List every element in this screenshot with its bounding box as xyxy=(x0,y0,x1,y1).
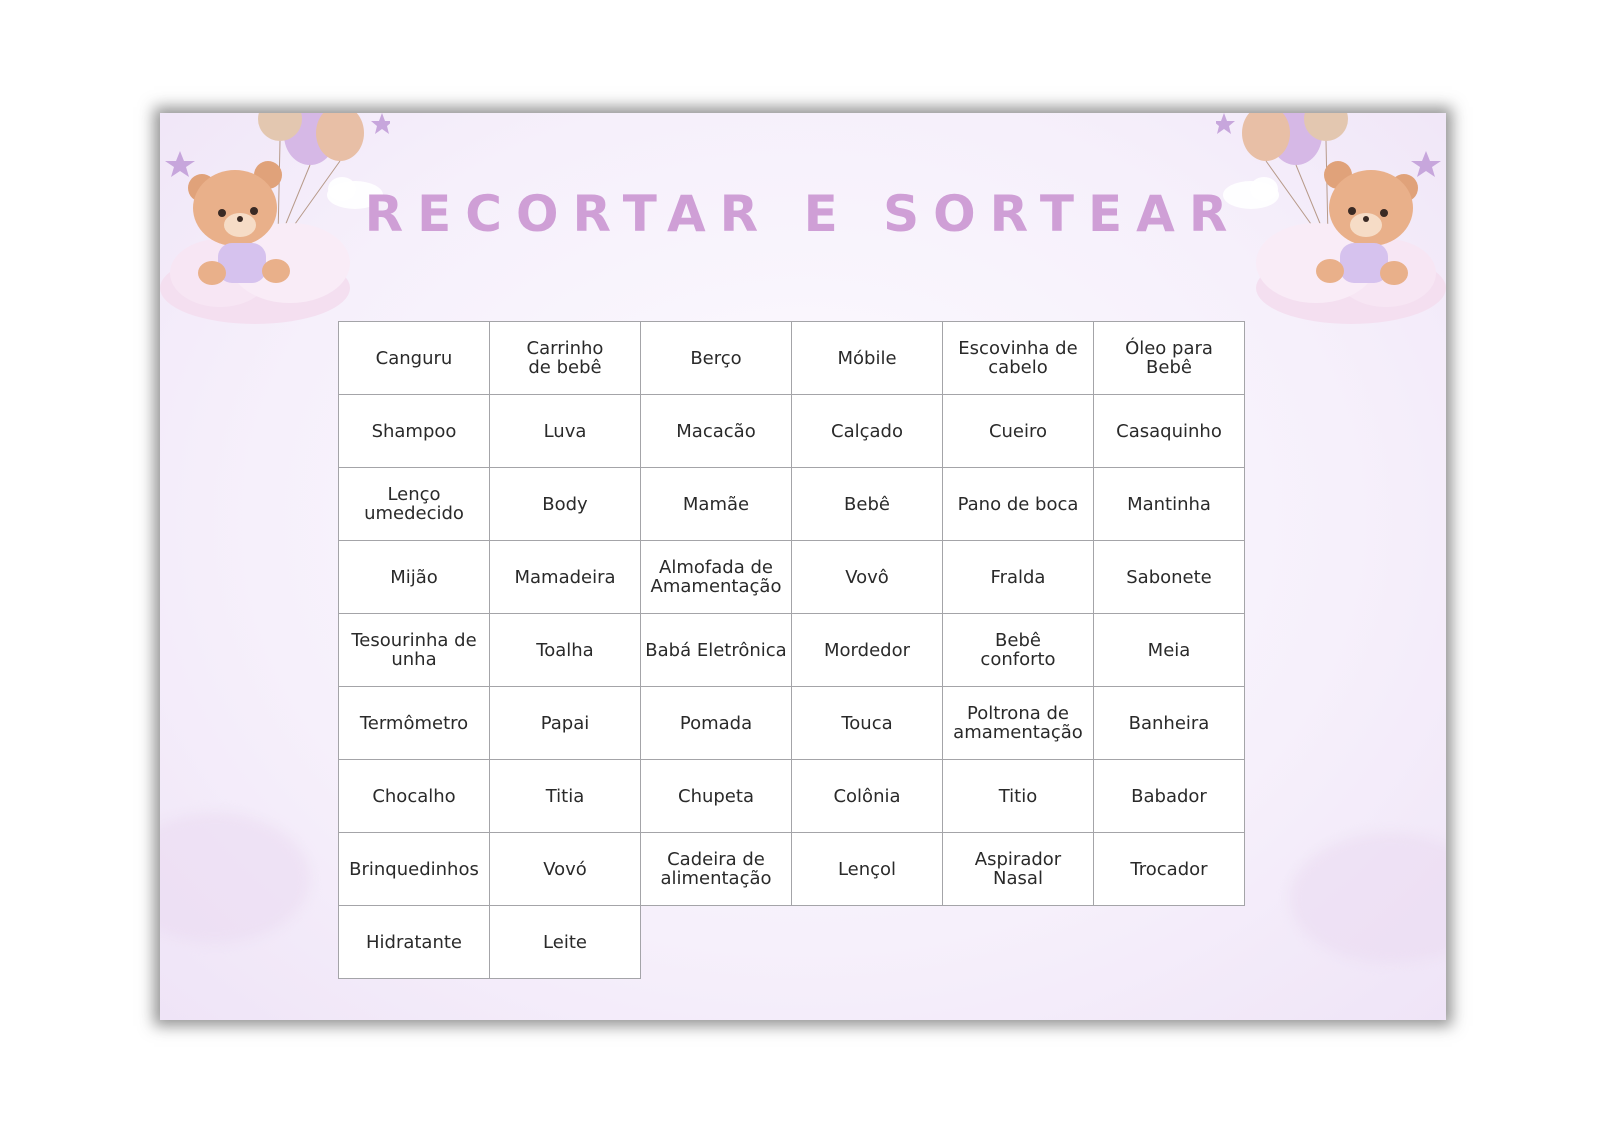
word-cell: Bebê xyxy=(792,468,943,541)
word-cell: Sabonete xyxy=(1094,541,1245,614)
word-cell: Banheira xyxy=(1094,687,1245,760)
table-row xyxy=(339,395,1245,468)
background-cloud xyxy=(160,813,310,943)
word-cell: Canguru xyxy=(339,322,490,395)
table-row xyxy=(339,541,1245,614)
word-cell: Poltrona de amamentação xyxy=(943,687,1094,760)
table-row xyxy=(339,833,1245,906)
word-cell: Óleo para Bebê xyxy=(1094,322,1245,395)
word-cell: Titio xyxy=(943,760,1094,833)
word-cell: Babá Eletrônica xyxy=(641,614,792,687)
word-cell: Chocalho xyxy=(339,760,490,833)
empty-cell xyxy=(1094,906,1245,979)
word-cell: Meia xyxy=(1094,614,1245,687)
word-cell: Mijão xyxy=(339,541,490,614)
word-cell: Cadeira de alimentação xyxy=(641,833,792,906)
word-cell: Mamãe xyxy=(641,468,792,541)
word-cell: Macacão xyxy=(641,395,792,468)
word-cell: Bebê conforto xyxy=(943,614,1094,687)
word-cell: Brinquedinhos xyxy=(339,833,490,906)
word-cell: Almofada de Amamentação xyxy=(641,541,792,614)
word-cell: Tesourinha de unha xyxy=(339,614,490,687)
word-cell: Casaquinho xyxy=(1094,395,1245,468)
empty-cell xyxy=(641,906,792,979)
table-row xyxy=(339,760,1245,833)
word-cell: Vovô xyxy=(792,541,943,614)
word-cell: Fralda xyxy=(943,541,1094,614)
empty-cell xyxy=(943,906,1094,979)
word-cell: Móbile xyxy=(792,322,943,395)
word-cell: Babador xyxy=(1094,760,1245,833)
word-cell: Pano de boca xyxy=(943,468,1094,541)
word-cell: Vovó xyxy=(490,833,641,906)
table-row xyxy=(339,906,1245,979)
word-grid xyxy=(338,321,1245,979)
word-cell: Luva xyxy=(490,395,641,468)
table-row xyxy=(339,614,1245,687)
printable-sheet xyxy=(160,113,1446,1020)
word-cell: Escovinha de cabelo xyxy=(943,322,1094,395)
word-cell: Calçado xyxy=(792,395,943,468)
word-cell: Mordedor xyxy=(792,614,943,687)
word-cell: Papai xyxy=(490,687,641,760)
background-cloud xyxy=(1290,833,1446,963)
word-cell: Hidratante xyxy=(339,906,490,979)
word-cell: Mamadeira xyxy=(490,541,641,614)
word-cell: Termômetro xyxy=(339,687,490,760)
word-cell: Cueiro xyxy=(943,395,1094,468)
word-cell: Chupeta xyxy=(641,760,792,833)
page-title: RECORTAR E SORTEAR xyxy=(364,185,1242,243)
word-cell: Titia xyxy=(490,760,641,833)
word-cell: Trocador xyxy=(1094,833,1245,906)
word-cell: Lenço umedecido xyxy=(339,468,490,541)
word-cell: Shampoo xyxy=(339,395,490,468)
empty-cell xyxy=(792,906,943,979)
table-row xyxy=(339,687,1245,760)
word-cell: Touca xyxy=(792,687,943,760)
word-cell: Body xyxy=(490,468,641,541)
table-row xyxy=(339,322,1245,395)
word-cell: Lençol xyxy=(792,833,943,906)
word-cell: Mantinha xyxy=(1094,468,1245,541)
table-row xyxy=(339,468,1245,541)
word-cell: Leite xyxy=(490,906,641,979)
word-cell: Colônia xyxy=(792,760,943,833)
word-cell: Aspirador Nasal xyxy=(943,833,1094,906)
word-cell: Toalha xyxy=(490,614,641,687)
word-cell: Pomada xyxy=(641,687,792,760)
word-cell: Carrinho de bebê xyxy=(490,322,641,395)
word-cell: Berço xyxy=(641,322,792,395)
